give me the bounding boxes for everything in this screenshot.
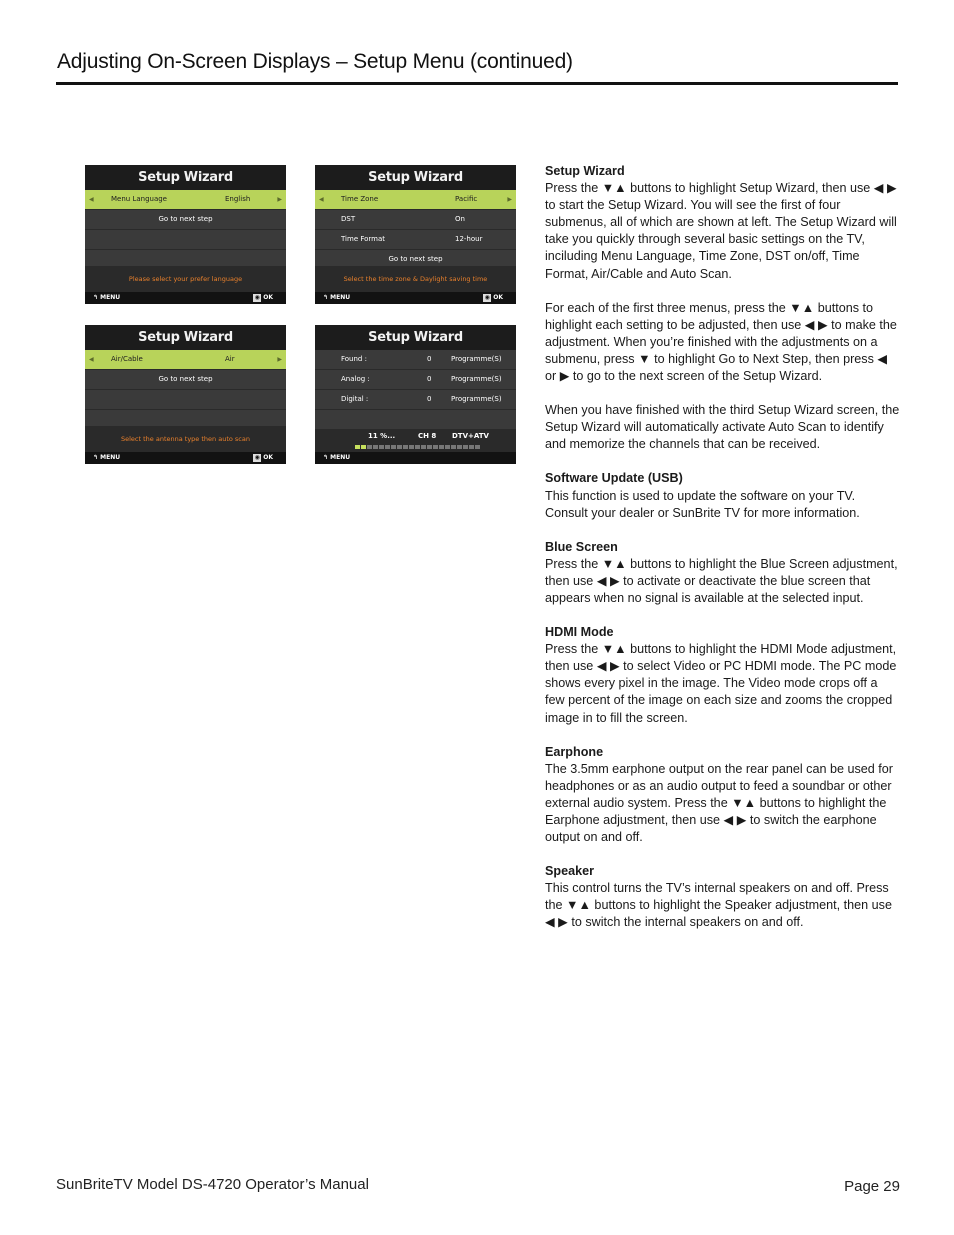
- scan-row-found: [315, 350, 516, 370]
- row-label: Menu Language: [111, 195, 167, 203]
- progress-segment: [355, 445, 360, 449]
- section-heading: Setup Wizard: [545, 164, 625, 178]
- row-label: DST: [341, 215, 356, 223]
- section-paragraph: Press the ▼▲ buttons to highlight the HDMI Mode adjustment, then use ◀ ▶ to select Video or PC HDMI mode. The PC mode shows every pixel in the image. The Video mode crops off a few percent of the image on each size and zooms the cropped image in to fill the screen.: [545, 642, 897, 725]
- menu-button-label: ↰ MENU: [323, 454, 351, 461]
- screen-hint: Select the time zone & Daylight saving time: [315, 266, 516, 292]
- menu-row-air-cable: [85, 350, 286, 370]
- section-blue-screen: [545, 539, 900, 607]
- section-paragraph: Press the ▼▲ buttons to highlight Setup Wizard, then use ◀ ▶ to start the Setup Wizard. You will see the first of four submenus, all of which are shown at left. The Setup Wizard will take you quickly through several basic settings on the TV, inciluding Menu Language, Time Zone, DST on/off, Time Format, Air/Cable and Auto Scan.: [545, 181, 897, 281]
- scan-row-digital: [315, 390, 516, 410]
- setup-wizard-screenshot-time: [315, 165, 516, 304]
- menu-button-label: ↰ MENU: [93, 454, 121, 461]
- left-arrow-icon: ◀: [89, 356, 94, 363]
- return-icon: ↰: [93, 294, 99, 301]
- menu-row-language: [85, 190, 286, 210]
- return-icon: ↰: [323, 454, 329, 461]
- instructions-column: [545, 163, 900, 949]
- section-speaker: [545, 863, 900, 931]
- progress-segment: [427, 445, 432, 449]
- scan-label: Digital :: [341, 395, 369, 403]
- menu-row-empty: [85, 230, 286, 250]
- progress-segment: [457, 445, 462, 449]
- menu-row-empty: [85, 390, 286, 410]
- scan-count: 0: [427, 395, 432, 403]
- setup-wizard-screenshot-language: [85, 165, 286, 304]
- menu-button-label: ↰ MENU: [323, 294, 351, 301]
- section-earphone: [545, 744, 900, 847]
- row-value: English: [225, 195, 251, 203]
- setup-wizard-screenshot-scan: [315, 325, 516, 464]
- scan-mode: DTV+ATV: [452, 432, 489, 440]
- row-value: On: [455, 215, 465, 223]
- progress-segment: [475, 445, 480, 449]
- menu-row-dst: [315, 210, 516, 230]
- footer-page-number: Page 29: [844, 1178, 900, 1195]
- screen-title: Setup Wizard: [85, 325, 286, 350]
- progress-segment: [445, 445, 450, 449]
- section-heading: Blue Screen: [545, 539, 618, 554]
- progress-segment: [361, 445, 366, 449]
- scan-channel: CH 8: [418, 432, 437, 440]
- row-label: Time Format: [341, 235, 386, 243]
- row-value: Pacific: [455, 195, 478, 203]
- section-setup-wizard: [545, 163, 900, 453]
- row-label: Go to next step: [158, 375, 213, 383]
- scan-progress-bar: [355, 445, 481, 450]
- screen-title: Setup Wizard: [315, 325, 516, 350]
- scan-row-analog: [315, 370, 516, 390]
- screen-hint: Select the antenna type then auto scan: [85, 426, 286, 452]
- ok-button-label: ◉ OK: [484, 293, 503, 301]
- progress-segment: [469, 445, 474, 449]
- row-value: 12-hour: [455, 235, 483, 243]
- section-heading: Earphone: [545, 744, 604, 759]
- section-paragraph: Press the ▼▲ buttons to highlight the Blue Screen adjustment, then use ◀ ▶ to activate or deactivate the blue screen that appears when no signal is available at the selected input.: [545, 556, 898, 605]
- menu-button-label: ↰ MENU: [93, 294, 121, 301]
- row-label: Go to next step: [158, 215, 213, 223]
- scan-unit: Programme(S): [451, 395, 502, 403]
- section-paragraph: When you have finished with the third Setup Wizard screen, the Setup Wizard will automatically activate Auto Scan to identify and memorize the channels that can be received.: [545, 403, 900, 452]
- left-arrow-icon: ◀: [89, 196, 94, 203]
- progress-segment: [451, 445, 456, 449]
- ok-button-label: ◉ OK: [254, 293, 273, 301]
- row-label: Air/Cable: [111, 355, 143, 363]
- progress-segment: [367, 445, 372, 449]
- progress-segment: [409, 445, 414, 449]
- progress-segment: [397, 445, 402, 449]
- section-paragraph: This control turns the TV’s internal speakers on and off. Press the ▼▲ buttons to highlight the Speaker adjustment, then use ◀ ▶ to switch the internal speakers on and off.: [545, 881, 892, 930]
- progress-segment: [439, 445, 444, 449]
- ok-icon: ◉: [254, 453, 260, 461]
- progress-segment: [379, 445, 384, 449]
- section-heading: Software Update (USB): [545, 471, 683, 486]
- ok-icon: ◉: [484, 293, 490, 301]
- section-paragraph: This function is used to update the software on your TV. Consult your dealer or SunBrite TV for more information.: [545, 488, 860, 520]
- scan-count: 0: [427, 355, 432, 363]
- return-icon: ↰: [93, 454, 99, 461]
- page-title: Adjusting On-Screen Displays – Setup Menu (continued): [57, 50, 573, 73]
- footer-manual-title: SunBriteTV Model DS-4720 Operator’s Manual: [56, 1176, 369, 1193]
- return-icon: ↰: [323, 294, 329, 301]
- progress-segment: [421, 445, 426, 449]
- scan-unit: Programme(S): [451, 375, 502, 383]
- scan-percent: 11 %...: [368, 432, 396, 440]
- left-arrow-icon: ◀: [319, 196, 324, 203]
- scan-count: 0: [427, 375, 432, 383]
- section-paragraph: For each of the first three menus, press the ▼▲ buttons to highlight each setting to be adjusted, then use ◀ ▶ to make the adjustment. When you’re finished with the adjustments on a submenu, press ▼ to highlight Go to Next Step, then press ◀ or ▶ to go to the next screen of the Setup Wizard.: [545, 300, 897, 384]
- row-label: Go to next step: [388, 255, 443, 263]
- menu-row-next-step: [85, 210, 286, 230]
- menu-row-time-zone: [315, 190, 516, 210]
- row-label: Time Zone: [341, 195, 379, 203]
- ok-button-label: ◉ OK: [254, 453, 273, 461]
- screen-footer: [315, 292, 516, 304]
- setup-wizard-screenshot-antenna: [85, 325, 286, 464]
- scan-label: Found :: [341, 355, 367, 363]
- screen-title: Setup Wizard: [315, 165, 516, 190]
- screen-footer: [85, 452, 286, 464]
- progress-segment: [415, 445, 420, 449]
- progress-segment: [463, 445, 468, 449]
- screen-hint: Please select your prefer language: [85, 266, 286, 292]
- menu-row-time-format: [315, 230, 516, 250]
- section-heading: HDMI Mode: [545, 625, 614, 640]
- progress-segment: [391, 445, 396, 449]
- progress-segment: [385, 445, 390, 449]
- section-heading: Speaker: [545, 864, 595, 879]
- menu-row-next-step: [85, 370, 286, 390]
- right-arrow-icon: ▶: [277, 196, 282, 203]
- section-paragraph: The 3.5mm earphone output on the rear panel can be used for headphones or as an audio output to feed a soundbar or other external audio system. Press the ▼▲ buttons to highlight the Earphone adjustment, then use ◀ ▶ to switch the earphone output on and off.: [545, 761, 893, 845]
- screen-footer: [315, 452, 516, 464]
- section-software-update-usb: [545, 470, 900, 521]
- scan-label: Analog :: [341, 375, 370, 383]
- right-arrow-icon: ▶: [507, 196, 512, 203]
- screen-title: Setup Wizard: [85, 165, 286, 190]
- progress-segment: [373, 445, 378, 449]
- progress-segment: [433, 445, 438, 449]
- row-value: Air: [225, 355, 235, 363]
- header-rule: [56, 82, 898, 85]
- screen-footer: [85, 292, 286, 304]
- ok-icon: ◉: [254, 293, 260, 301]
- scan-unit: Programme(S): [451, 355, 502, 363]
- right-arrow-icon: ▶: [277, 356, 282, 363]
- section-hdmi-mode: [545, 624, 900, 727]
- progress-segment: [403, 445, 408, 449]
